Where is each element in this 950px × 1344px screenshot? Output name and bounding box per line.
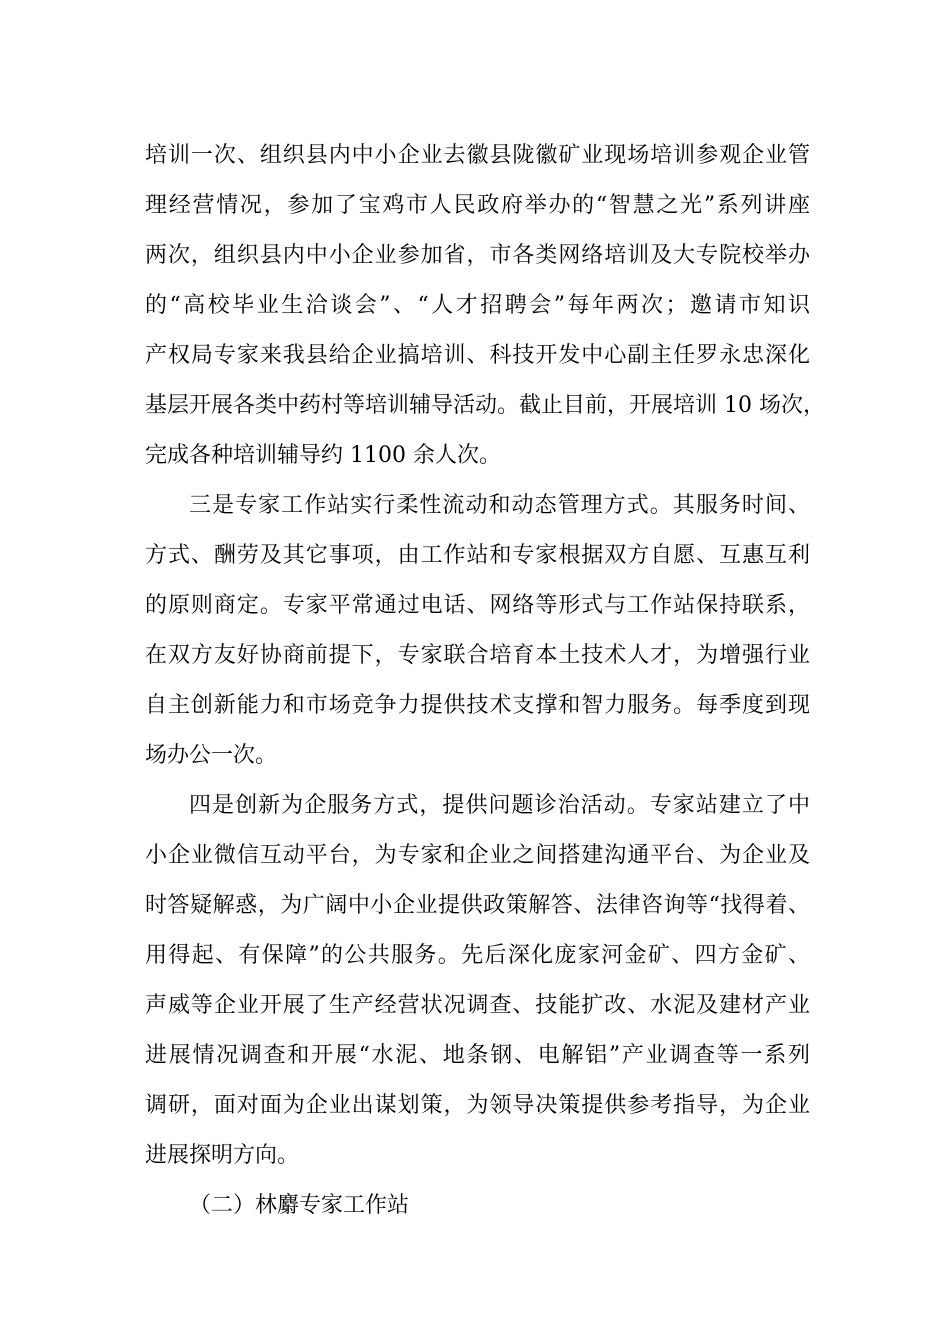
text-line: 在双方友好协商前提下，专家联合培育本土技术人才，为增强行业 bbox=[145, 643, 810, 668]
text-line: 四是创新为企服务方式，提供问题诊治活动。专家站建立了中 bbox=[189, 793, 810, 818]
text-line: 完成各种培训辅导约 1100 余人次。 bbox=[145, 443, 501, 468]
text-line: 用得起、有保障”的公共服务。先后深化庞家河金矿、四方金矿、 bbox=[145, 943, 810, 968]
text-line: 时答疑解惑，为广阔中小企业提供政策解答、法律咨询等“找得着、 bbox=[145, 893, 810, 918]
text-line: 方式、酬劳及其它事项，由工作站和专家根据双方自愿、互惠互利 bbox=[145, 543, 810, 568]
paragraph-service-innovation bbox=[145, 781, 810, 1181]
text-line: 的“高校毕业生洽谈会”、“人才招聘会”每年两次；邀请市知识 bbox=[145, 293, 810, 318]
text-line: 进展探明方向。 bbox=[145, 1143, 300, 1168]
paragraph-flexible-management bbox=[145, 481, 810, 781]
text-line: 培训一次、组织县内中小企业去徽县陇徽矿业现场培训参观企业管 bbox=[145, 143, 810, 168]
text-line: 产权局专家来我县给企业搞培训、科技开发中心副主任罗永忠深化 bbox=[145, 343, 810, 368]
text-line: 的原则商定。专家平常通过电话、网络等形式与工作站保持联系， bbox=[145, 593, 810, 618]
text-line: 自主创新能力和市场竞争力提供技术支撑和智力服务。每季度到现 bbox=[145, 693, 810, 718]
text-line: 理经营情况，参加了宝鸡市人民政府举办的“智慧之光”系列讲座 bbox=[145, 193, 810, 218]
text-line: 两次，组织县内中小企业参加省，市各类网络培训及大专院校举办 bbox=[145, 243, 810, 268]
text-line: 小企业微信互动平台，为专家和企业之间搭建沟通平台、为企业及 bbox=[145, 843, 810, 868]
text-line: 声威等企业开展了生产经营状况调查、技能扩改、水泥及建材产业 bbox=[145, 993, 810, 1018]
section-heading: （二）林麝专家工作站 bbox=[189, 1193, 410, 1218]
text-line: 调研，面对面为企业出谋划策，为领导决策提供参考指导，为企业 bbox=[145, 1093, 810, 1118]
text-line: 场办公一次。 bbox=[145, 743, 278, 768]
document-body bbox=[145, 131, 825, 1231]
text-line: 进展情况调查和开展“水泥、地条钢、电解铝”产业调查等一系列 bbox=[145, 1043, 810, 1068]
paragraph-training bbox=[145, 131, 825, 481]
text-line: 三是专家工作站实行柔性流动和动态管理方式。其服务时间、 bbox=[189, 493, 810, 518]
text-line: 基层开展各类中药村等培训辅导活动。截止目前，开展培训 10 场次， bbox=[145, 393, 825, 418]
